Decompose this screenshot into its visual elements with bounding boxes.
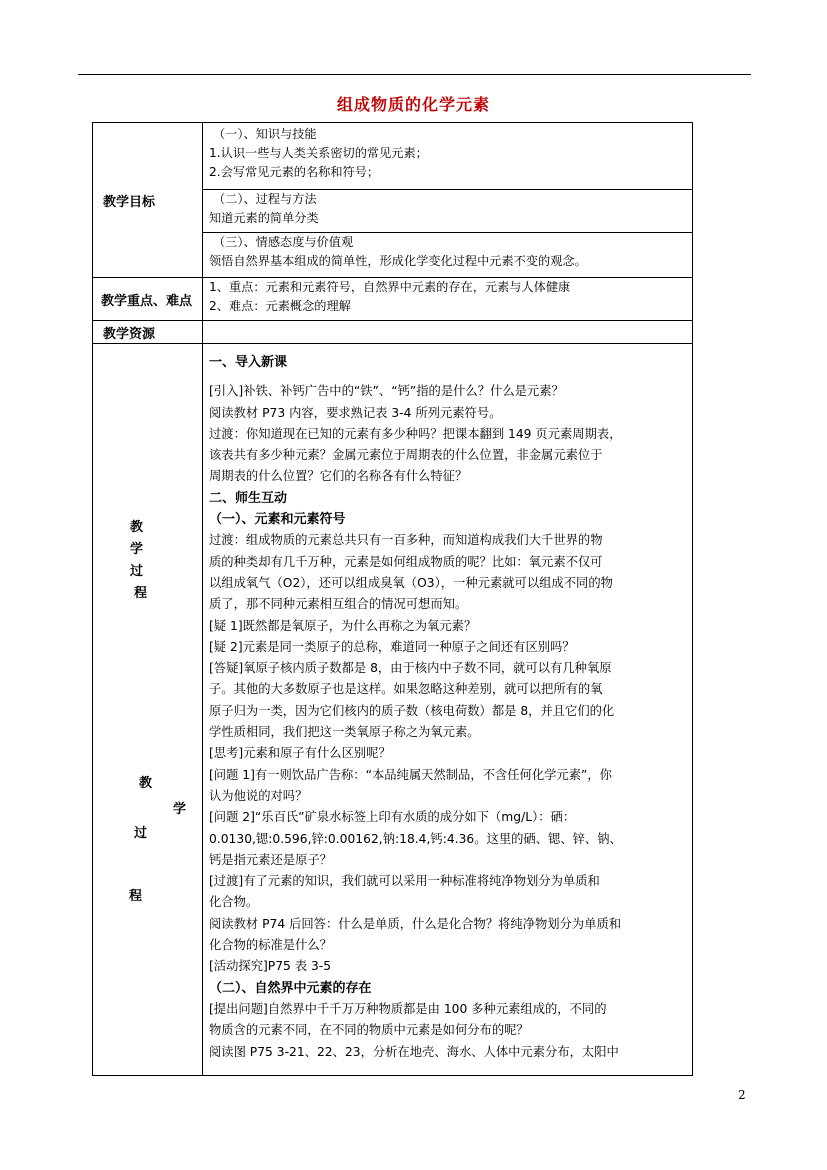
objectives-content bbox=[203, 123, 693, 278]
document-title: 组成物质的化学元素 bbox=[336, 95, 490, 114]
process-content bbox=[203, 344, 693, 1076]
text-line: 钙是指元素还是原子？ bbox=[209, 852, 332, 867]
key-points-label: 教学重点、难点 bbox=[101, 293, 193, 309]
process-label-char: 过 bbox=[134, 826, 148, 841]
text-line: 质了，那不同种元素相互组合的情况可想而知。 bbox=[209, 597, 468, 612]
text-line: [问题 2]“乐百氏”矿泉水标签上印有水质的成分如下（mg/L）：硒： bbox=[209, 810, 576, 825]
objectives-label: 教学目标 bbox=[103, 194, 156, 210]
text-line: 周期表的什么位置？它们的名称各有什么特征？ bbox=[209, 469, 468, 484]
text-line: 领悟自然界基本组成的简单性，形成化学变化过程中元素不变的观念。 bbox=[209, 254, 587, 268]
text-line: 1.认识一些与人类关系密切的常见元素； bbox=[209, 146, 428, 160]
lesson-plan-table bbox=[92, 122, 693, 1076]
text-line: [活动探究]P75 表 3-5 bbox=[209, 959, 332, 974]
text-line: 该表共有多少种元素？金属元素位于周期表的什么位置，非金属元素位于 bbox=[209, 448, 603, 463]
text-line: （二）、过程与方法 bbox=[213, 192, 317, 206]
process-label-cell bbox=[93, 344, 203, 1076]
text-line: （三）、情感态度与价值观 bbox=[213, 235, 354, 249]
text-line: [过渡]有了元素的知识，我们就可以采用一种标准将纯净物划分为单质和 bbox=[209, 874, 600, 889]
resources-label: 教学资源 bbox=[103, 326, 156, 342]
process-label-char: 程 bbox=[134, 586, 148, 601]
text-line: 2、难点：元素概念的理解 bbox=[209, 299, 351, 313]
objectives-block-process bbox=[203, 190, 692, 233]
text-line: 2.会写常见元素的名称和符号； bbox=[209, 165, 380, 179]
text-line: [疑 2]元素是同一类原子的总称，难道同一种原子之间还有区别吗？ bbox=[209, 639, 575, 654]
process-label-char: 学 bbox=[173, 802, 187, 817]
page-number: 2 bbox=[738, 1088, 746, 1102]
process-label-char: 过 bbox=[130, 564, 144, 579]
objectives-label-cell bbox=[93, 123, 203, 278]
text-line: 化合物。 bbox=[209, 895, 259, 910]
text-line: 物质含的元素不同，在不同的物质中元素是如何分布的呢？ bbox=[209, 1023, 529, 1038]
text-line: （一）、知识与技能 bbox=[213, 127, 317, 141]
text-line: [问题 1]有一则饮品广告称：“本品纯属天然制品，不含任何化学元素”，你 bbox=[209, 767, 612, 782]
objectives-block-attitude bbox=[203, 233, 692, 277]
text-line: [提出问题]自然界中千千万万种物质都是由 100 多种元素组成的，不同的 bbox=[209, 1001, 607, 1016]
text-line: 认为他说的对吗？ bbox=[209, 788, 308, 803]
key-points-label-cell bbox=[93, 278, 203, 321]
text-line: 知道元素的简单分类 bbox=[209, 211, 319, 225]
key-points-content bbox=[203, 278, 693, 321]
text-line: [思考]元素和原子有什么区别呢？ bbox=[209, 746, 391, 761]
text-line: 过渡：你知道现在已知的元素有多少种吗？把课本翻到 149 页元素周期表， bbox=[209, 426, 622, 441]
resources-label-cell bbox=[93, 321, 203, 344]
section-heading: 一、导入新课 bbox=[209, 355, 288, 370]
text-line: 原子归为一类，因为它们核内的质子数（核电荷数）都是 8，并且它们的化 bbox=[209, 703, 615, 718]
text-line: 阅读教材 P74 后回答：什么是单质，什么是化合物？将纯净物划分为单质和 bbox=[209, 916, 622, 931]
text-line: 阅读教材 P73 内容，要求熟记表 3-4 所列元素符号。 bbox=[209, 405, 502, 420]
process-label-char: 程 bbox=[129, 889, 143, 904]
text-line: [引入]补铁、补钙广告中的“铁”、“钙”指的是什么？什么是元素？ bbox=[209, 384, 564, 399]
text-line: 0.0130,锶:0.596,锌:0.00162,钠:18.4,钙:4.36。这里的硒、锶、锌、钠、 bbox=[209, 831, 622, 846]
subsection-heading: （一）、元素和元素符号 bbox=[209, 512, 346, 528]
objectives-block-knowledge bbox=[203, 123, 692, 190]
header-rule bbox=[78, 74, 751, 75]
subsection-heading: （二）、自然界中元素的存在 bbox=[209, 980, 372, 996]
process-label-char: 教 bbox=[139, 776, 153, 791]
text-line: 阅读图 P75 3-21、22、23，分析在地壳、海水、人体中元素分布，太阳中 bbox=[209, 1044, 619, 1059]
text-line: 过渡：组成物质的元素总共只有一百多种，而知道构成我们大千世界的物 bbox=[209, 533, 603, 548]
text-line: [答疑]氧原子核内质子数都是 8，由于核内中子数不同，就可以有几种氧原 bbox=[209, 661, 612, 676]
process-label-char: 教 bbox=[130, 520, 144, 535]
text-line: 质的种类却有几千万种，元素是如何组成物质的呢？比如：氧元素不仅可 bbox=[209, 554, 603, 569]
text-line: 以组成氧气（O2），还可以组成臭氧（O3），一种元素就可以组成不同的物 bbox=[209, 575, 613, 590]
text-line: 化合物的标准是什么？ bbox=[209, 938, 332, 953]
text-line: [疑 1]既然都是氧原子，为什么再称之为氧元素？ bbox=[209, 618, 477, 633]
section-heading: 二、师生互动 bbox=[209, 490, 288, 506]
resources-content bbox=[203, 321, 693, 344]
text-line: 1、重点：元素和元素符号，自然界中元素的存在，元素与人体健康 bbox=[209, 280, 571, 294]
text-line: 学性质相同，我们把这一类氧原子称之为氧元素。 bbox=[209, 725, 480, 740]
text-line: 子。其他的大多数原子也是这样。如果忽略这种差别，就可以把所有的氧 bbox=[209, 682, 603, 697]
process-label-char: 学 bbox=[130, 542, 144, 557]
